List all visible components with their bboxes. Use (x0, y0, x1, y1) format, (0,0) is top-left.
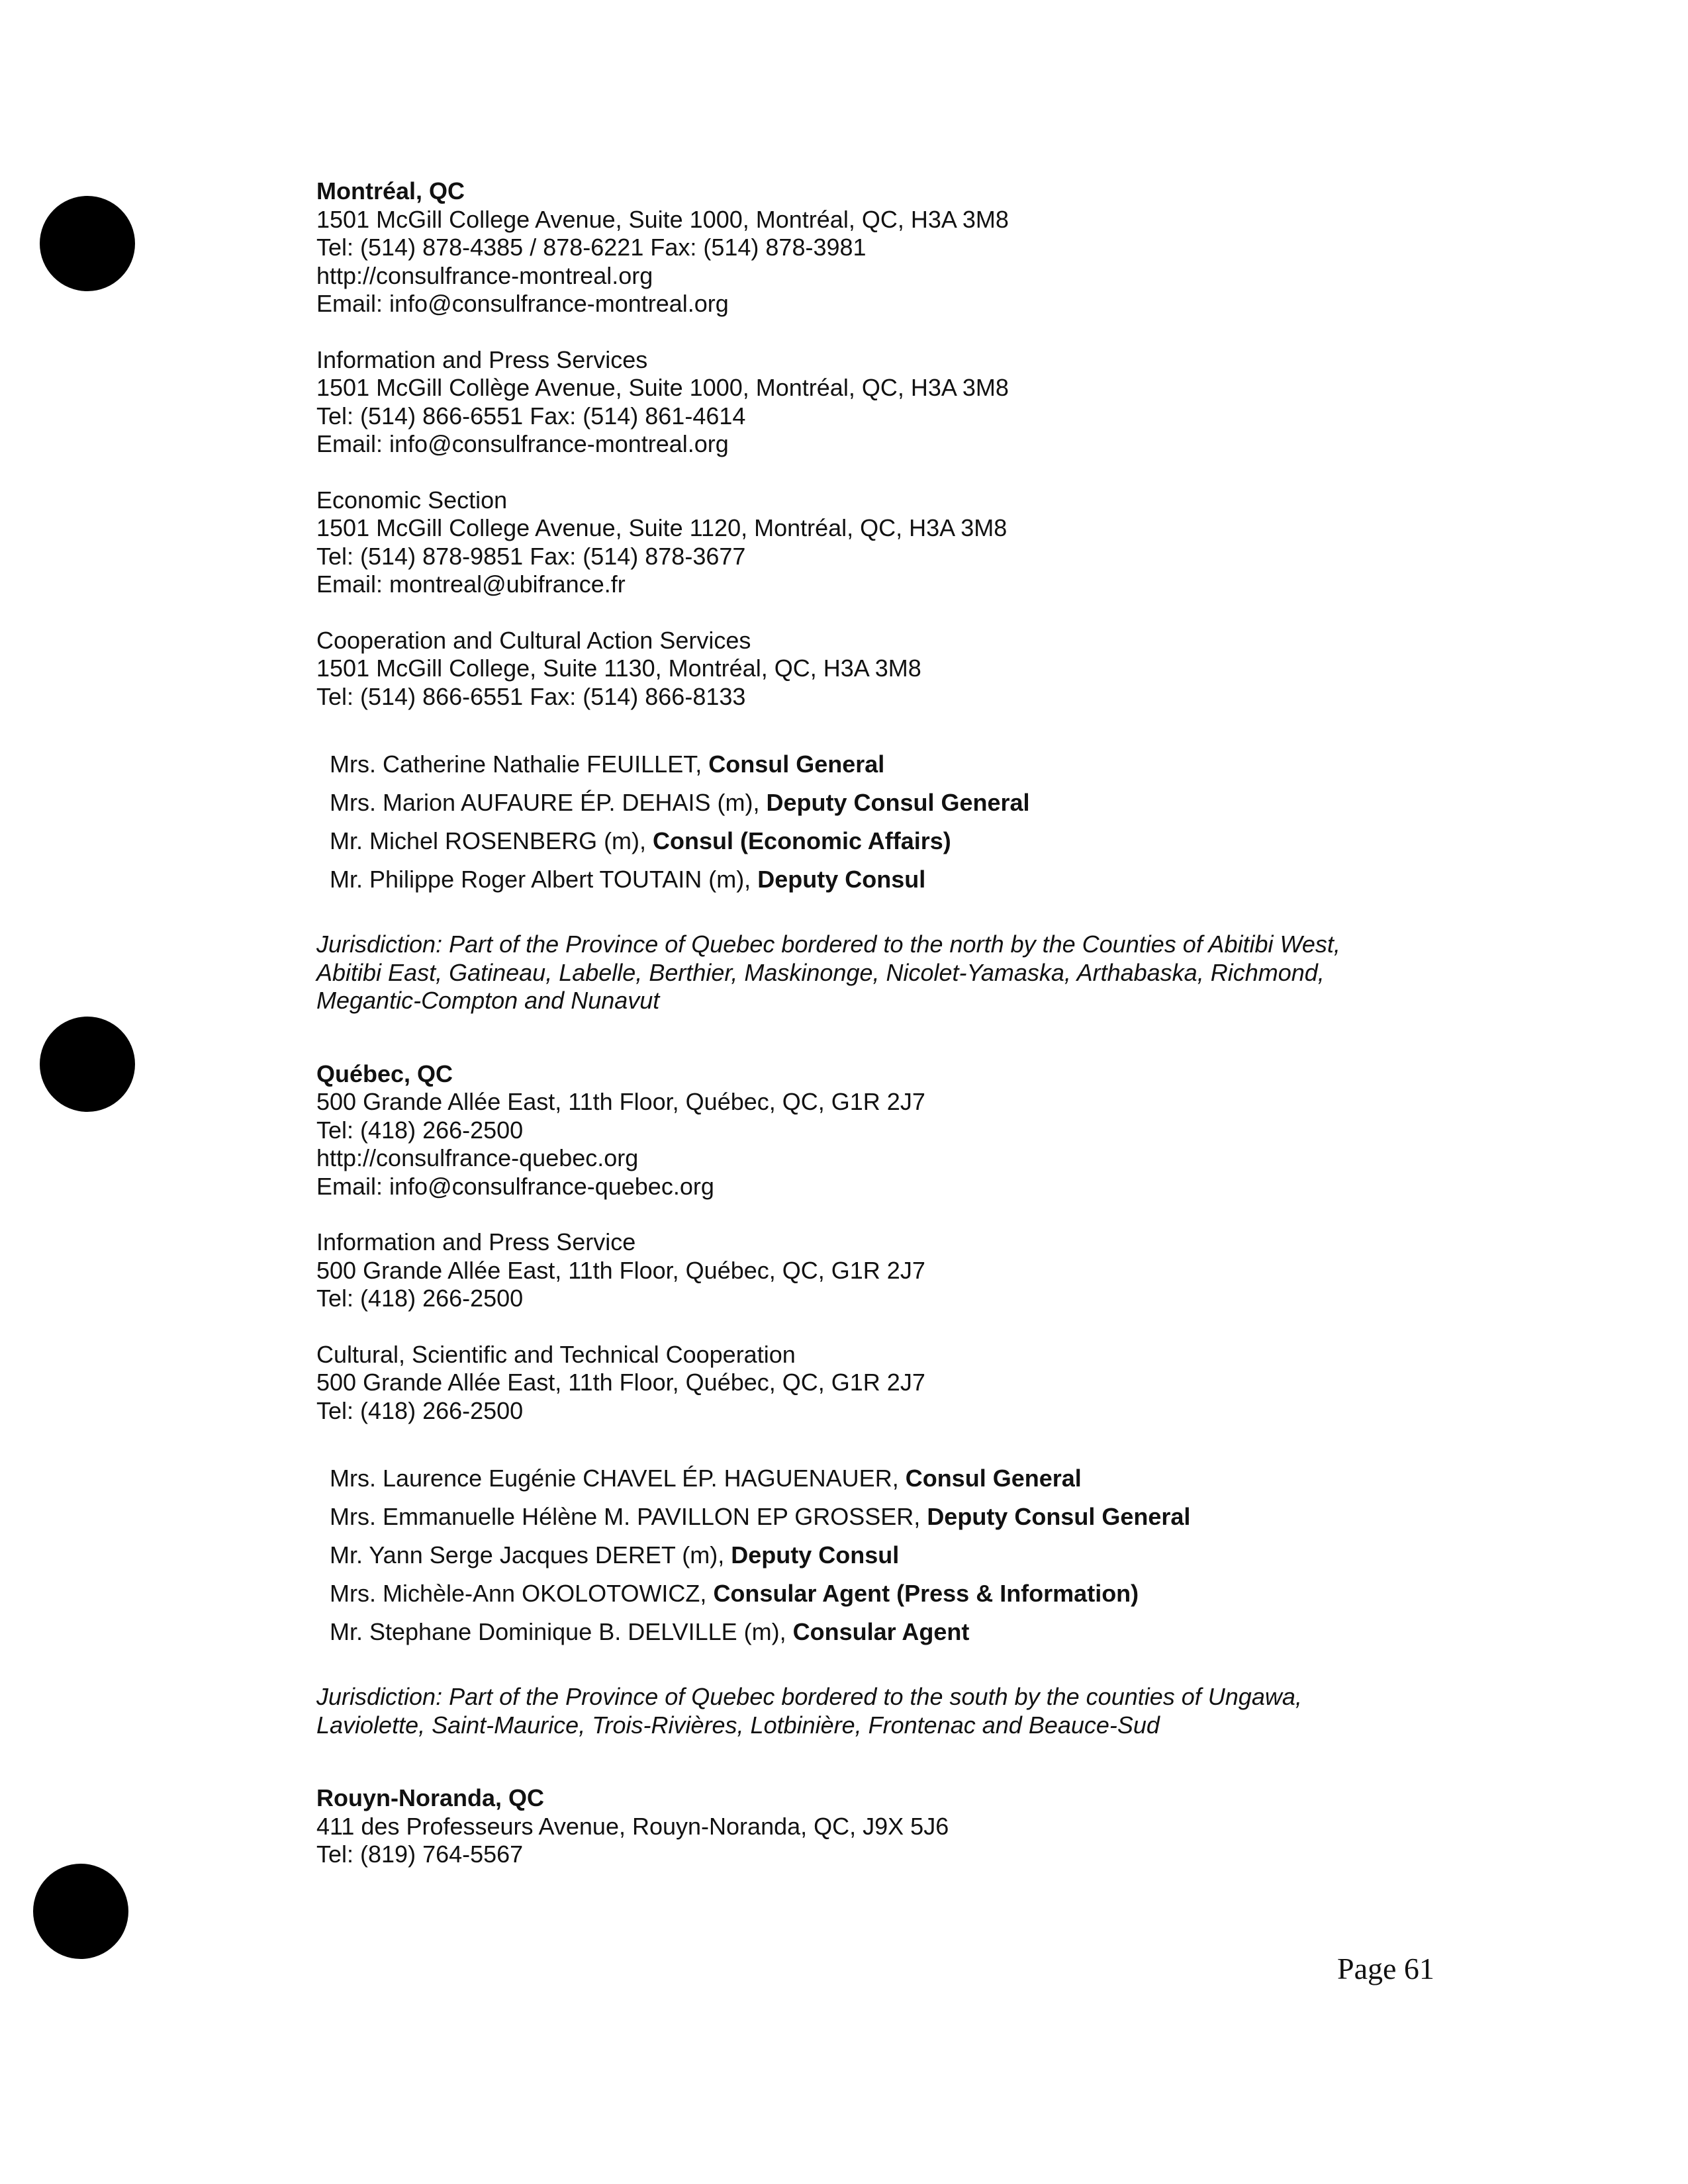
website-line: http://consulfrance-montreal.org (316, 261, 653, 289)
quebec-cultural (316, 1341, 1508, 1426)
phone-line: Tel: (514) 866-6551 Fax: (514) 861-4614 (316, 402, 746, 430)
staff-entry (330, 1498, 1508, 1536)
montreal-info-press (316, 346, 1508, 459)
staff-title: Consul General (708, 751, 885, 778)
email-line: Email: info@consulfrance-montreal.org (316, 430, 729, 457)
staff-title: Consul (Economic Affairs) (653, 827, 951, 854)
staff-name: Mrs. Michèle-Ann OKOLOTOWICZ, (330, 1580, 714, 1607)
city-heading: Montréal, QC (316, 177, 465, 205)
jurisdiction-text: Jurisdiction: Part of the Province of Quebec bordered to the north by the Counties of Abitibi West, Abitibi East, Gatineau, Labelle, Berthier, Maskinonge, Nicolet-Yamaska, Arthabaska, Richmond, Megantic-Compton and Nunavut (316, 931, 1340, 1014)
staff-entry (330, 860, 1508, 899)
staff-entry (330, 1536, 1508, 1574)
staff-name: Mr. Yann Serge Jacques DERET (m), (330, 1541, 731, 1569)
quebec-staff-list (316, 1459, 1508, 1651)
phone-line: Tel: (514) 878-9851 Fax: (514) 878-3677 (316, 542, 746, 570)
staff-title: Consul General (905, 1465, 1082, 1492)
staff-name: Mrs. Emmanuelle Hélène M. PAVILLON EP GROSSER, (330, 1503, 927, 1530)
address-line: 411 des Professeurs Avenue, Rouyn-Noranda, QC, J9X 5J6 (316, 1812, 949, 1840)
section-heading: Economic Section (316, 486, 508, 514)
staff-entry (330, 784, 1508, 822)
staff-entry (330, 1613, 1508, 1651)
address-line: 1501 McGill College, Suite 1130, Montréal, QC, H3A 3M8 (316, 655, 921, 682)
city-heading: Québec, QC (316, 1060, 453, 1087)
montreal-cooperation (316, 627, 1508, 711)
staff-title: Deputy Consul (757, 866, 926, 893)
quebec-main (316, 1060, 1508, 1201)
montreal-main (316, 177, 1508, 318)
address-line: 1501 McGill College Avenue, Suite 1000, Montréal, QC, H3A 3M8 (316, 205, 1009, 233)
page-number: Page 61 (1337, 1952, 1434, 1985)
staff-title: Consular Agent (792, 1618, 970, 1645)
address-line: 1501 McGill College Avenue, Suite 1120, Montréal, QC, H3A 3M8 (316, 514, 1008, 541)
phone-line: Tel: (418) 266-2500 (316, 1396, 524, 1424)
section-heading: Information and Press Service (316, 1228, 636, 1255)
address-line: 1501 McGill Collège Avenue, Suite 1000, Montréal, QC, H3A 3M8 (316, 374, 1009, 401)
section-heading: Cooperation and Cultural Action Services (316, 626, 751, 654)
phone-line: Tel: (514) 878-4385 / 878-6221 Fax: (514) 878-3981 (316, 234, 867, 261)
document-body (316, 177, 1508, 1869)
staff-entry (330, 1574, 1508, 1613)
staff-entry (330, 745, 1508, 784)
staff-title: Consular Agent (Press & Information) (713, 1580, 1139, 1607)
phone-line: Tel: (819) 764-5567 (316, 1841, 524, 1868)
punch-hole (33, 1864, 128, 1959)
staff-name: Mrs. Marion AUFAURE ÉP. DEHAIS (m), (330, 789, 767, 816)
rouyn-main (316, 1784, 1508, 1869)
address-line: 500 Grande Allée East, 11th Floor, Québec, QC, G1R 2J7 (316, 1369, 925, 1396)
website-line: http://consulfrance-quebec.org (316, 1144, 639, 1171)
phone-line: Tel: (514) 866-6551 Fax: (514) 866-8133 (316, 682, 746, 710)
staff-entry (330, 822, 1508, 860)
montreal-staff-list (316, 745, 1508, 899)
staff-name: Mrs. Catherine Nathalie FEUILLET, (330, 751, 709, 778)
section-heading: Cultural, Scientific and Technical Cooperation (316, 1340, 796, 1368)
email-line: Email: montreal@ubifrance.fr (316, 570, 626, 598)
city-heading: Rouyn-Noranda, QC (316, 1784, 545, 1811)
quebec-info-press (316, 1228, 1508, 1313)
staff-name: Mr. Philippe Roger Albert TOUTAIN (m), (330, 866, 758, 893)
punch-hole (40, 196, 135, 291)
staff-name: Mrs. Laurence Eugénie CHAVEL ÉP. HAGUENAUER, (330, 1465, 906, 1492)
staff-name: Mr. Stephane Dominique B. DELVILLE (m), (330, 1618, 793, 1645)
montreal-economic (316, 486, 1508, 599)
address-line: 500 Grande Allée East, 11th Floor, Québec, QC, G1R 2J7 (316, 1088, 925, 1115)
jurisdiction-text: Jurisdiction: Part of the Province of Quebec bordered to the south by the counties of Ungawa, Laviolette, Saint-Maurice, Trois-Rivières, Lotbinière, Frontenac and Beauce-Sud (316, 1683, 1302, 1739)
phone-line: Tel: (418) 266-2500 (316, 1116, 524, 1144)
staff-entry (330, 1459, 1508, 1498)
staff-name: Mr. Michel ROSENBERG (m), (330, 827, 653, 854)
address-line: 500 Grande Allée East, 11th Floor, Québec, QC, G1R 2J7 (316, 1256, 925, 1284)
punch-hole (40, 1017, 135, 1112)
phone-line: Tel: (418) 266-2500 (316, 1285, 524, 1312)
email-line: Email: info@consulfrance-quebec.org (316, 1172, 714, 1200)
staff-title: Deputy Consul General (766, 789, 1030, 816)
section-heading: Information and Press Services (316, 345, 648, 373)
staff-title: Deputy Consul (731, 1541, 900, 1569)
staff-title: Deputy Consul General (927, 1503, 1191, 1530)
email-line: Email: info@consulfrance-montreal.org (316, 290, 729, 317)
